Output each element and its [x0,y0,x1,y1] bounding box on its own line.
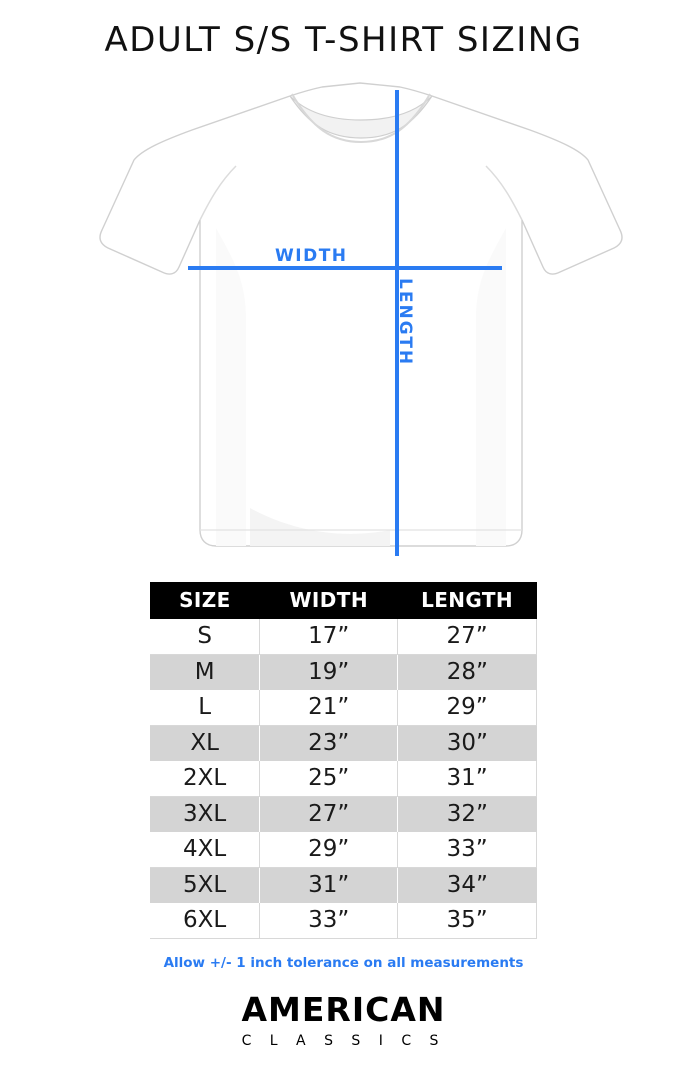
brand-logo [0,990,687,1049]
cell-length: 28” [398,655,537,691]
brand-name: AMERICAN [241,990,446,1029]
cell-width: 31” [260,868,398,904]
tshirt-illustration [60,78,630,568]
cell-length: 34” [398,868,537,904]
table-row [150,868,537,904]
cell-length: 31” [398,761,537,797]
table-row [150,690,537,726]
cell-length: 29” [398,690,537,726]
page-title: ADULT S/S T-SHIRT SIZING [104,20,583,60]
cell-size: XL [150,726,260,762]
cell-length: 35” [398,903,537,939]
cell-size: S [150,619,260,655]
width-label: WIDTH [275,246,348,266]
cell-length: 32” [398,797,537,833]
cell-length: 33” [398,832,537,868]
table-row [150,797,537,833]
cell-width: 19” [260,655,398,691]
header-width: WIDTH [260,582,398,619]
cell-width: 21” [260,690,398,726]
table-row [150,726,537,762]
size-table-head [150,582,537,619]
cell-width: 29” [260,832,398,868]
cell-width: 27” [260,797,398,833]
cell-size: 3XL [150,797,260,833]
cell-length: 27” [398,619,537,655]
table-row [150,832,537,868]
cell-size: M [150,655,260,691]
length-label: LENGTH [395,278,415,367]
table-row [150,761,537,797]
table-row [150,655,537,691]
table-row [150,903,537,939]
table-header-row [150,582,537,619]
cell-width: 17” [260,619,398,655]
cell-width: 33” [260,903,398,939]
cell-size: 5XL [150,868,260,904]
header-length: LENGTH [398,582,537,619]
size-table [150,582,537,939]
cell-length: 30” [398,726,537,762]
size-table-body [150,619,537,939]
table-row [150,619,537,655]
cell-size: 4XL [150,832,260,868]
cell-width: 25” [260,761,398,797]
cell-size: 2XL [150,761,260,797]
cell-size: L [150,690,260,726]
cell-width: 23” [260,726,398,762]
tolerance-note: Allow +/- 1 inch tolerance on all measurements [163,955,524,971]
cell-size: 6XL [150,903,260,939]
tshirt-diagram [60,78,630,568]
brand-subtitle: C L A S S I C S [241,1033,446,1049]
header-size: SIZE [150,582,260,619]
